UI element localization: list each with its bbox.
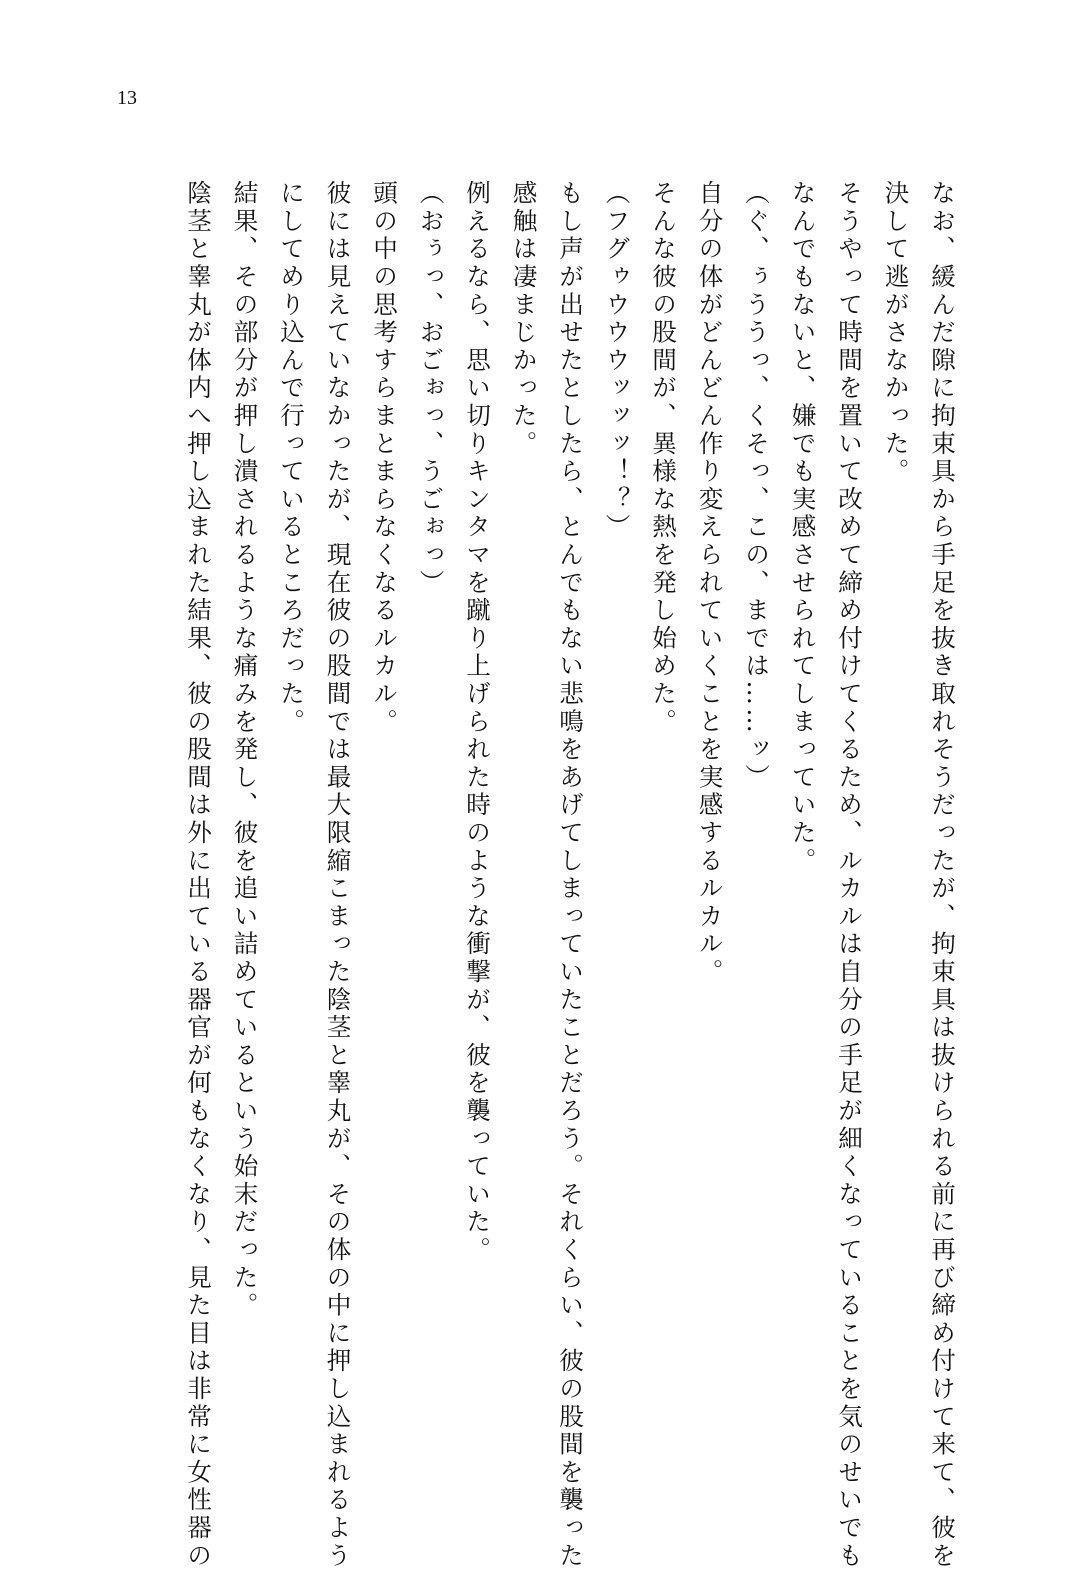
- text-line: （ぐ、ぅううっ、くそっ、この、までは……ッ）: [742, 180, 771, 792]
- text-line: 陰茎と睾丸が体内へ押し込まれた結果、彼の股間は外に出ている器官が何もなくなり、見た目は非常に女性器の: [184, 180, 213, 1570]
- text-line: そうやって時間を置いて改めて締め付けてくるため、ルカルは自分の手足が細くなっていることを気のせいでも: [835, 180, 864, 1570]
- text-line: 頭の中の思考すらまとまらなくなるルカル。: [370, 180, 399, 736]
- text-line: にしてめり込んで行っているところだった。: [277, 180, 306, 736]
- page-number: 13: [117, 87, 137, 109]
- text-line: 自分の体がどんどん作り変えられていくことを実感するルカル。: [695, 180, 725, 987]
- text-line: なお、緩んだ隙に拘束具から手足を抜き取れそうだったが、拘束具は抜けられる前に再び締め付けて来て、彼を: [928, 180, 957, 1570]
- text-line: もし声が出せたとしたら、とんでもない悲鳴をあげてしまっていたことだろう。それくらい、彼の股間を襲った: [556, 180, 585, 1570]
- text-line: そんな彼の股間が、異様な熱を発し始めた。: [649, 180, 678, 736]
- vertical-text-body: [175, 180, 966, 1570]
- text-line: （おぅっ、おごぉっ、うごぉっ）: [416, 180, 446, 597]
- text-line: （フグゥウウウッッッ！？）: [602, 180, 632, 542]
- text-line: なんでもないと、嫌でも実感させられてしまっていた。: [788, 180, 818, 875]
- text-line: 彼には見えていなかったが、現在彼の股間では最大限縮こまった陰茎と睾丸が、その体の中に押し込まれるよう: [323, 180, 353, 1570]
- text-line: 決して逃がさなかった。: [881, 180, 911, 486]
- text-line: 結果、その部分が押し潰されるような痛みを発し、彼を追い詰めているという始末だった。: [230, 180, 260, 1320]
- text-line: 例えるなら、思い切りキンタマを蹴り上げられた時のような衝撃が、彼を襲っていた。: [463, 180, 492, 1265]
- text-line: 感触は凄まじかった。: [509, 180, 539, 458]
